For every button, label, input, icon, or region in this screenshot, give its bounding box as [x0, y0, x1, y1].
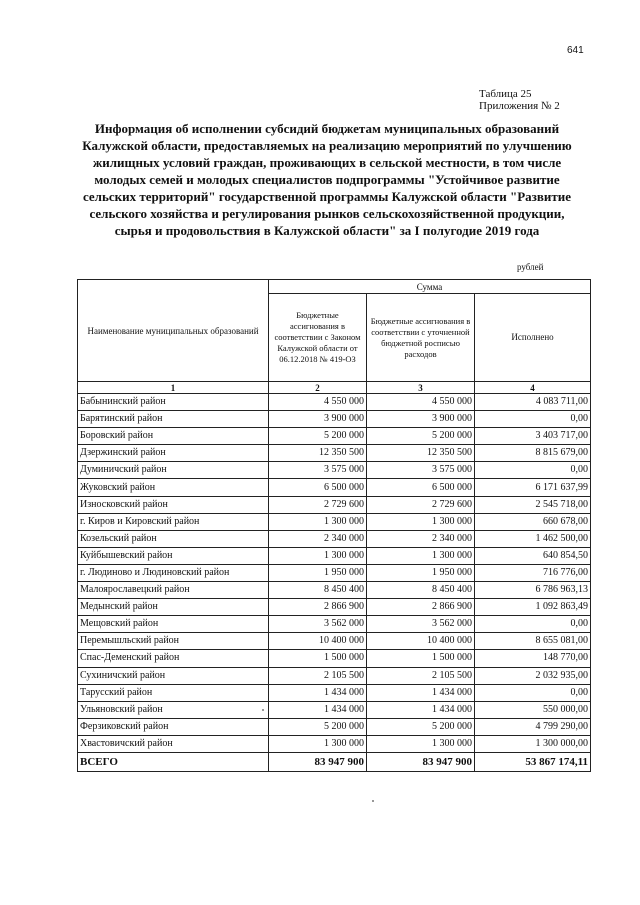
refined-allocation: 3 900 000 — [367, 411, 475, 428]
table-reference — [479, 88, 560, 112]
executed-amount: 6 171 637,99 — [475, 479, 591, 496]
appendix-number: Приложения № 2 — [479, 100, 560, 112]
scan-speck — [372, 800, 374, 802]
executed-amount: 640 854,50 — [475, 547, 591, 564]
table-row — [78, 667, 591, 684]
law-allocation: 12 350 500 — [269, 445, 367, 462]
refined-allocation: 1 300 000 — [367, 547, 475, 564]
executed-amount: 0,00 — [475, 411, 591, 428]
law-allocation: 1 434 000 — [269, 701, 367, 718]
header-law-allocations: Бюджетные ассигнования в соответствии с Законом Калужской области от 06.12.2018 № 419-ОЗ — [269, 294, 367, 382]
law-allocation: 1 950 000 — [269, 564, 367, 581]
table-row — [78, 701, 591, 718]
refined-allocation: 3 562 000 — [367, 616, 475, 633]
table-row — [78, 394, 591, 411]
table-row — [78, 428, 591, 445]
municipality-name: Перемышльский район — [78, 633, 269, 650]
refined-allocation: 1 300 000 — [367, 513, 475, 530]
executed-amount: 8 815 679,00 — [475, 445, 591, 462]
law-allocation: 5 200 000 — [269, 718, 367, 735]
municipality-name: Барятинский район — [78, 411, 269, 428]
column-index: 1 — [78, 382, 269, 394]
units-label: рублей — [517, 262, 544, 272]
table-row — [78, 582, 591, 599]
page-number: 641 — [567, 45, 584, 56]
municipality-name: Жуковский район — [78, 479, 269, 496]
municipality-name: Дзержинский район — [78, 445, 269, 462]
municipality-name: г. Людиново и Людиновский район — [78, 564, 269, 581]
table-row — [78, 735, 591, 752]
executed-amount: 550 000,00 — [475, 701, 591, 718]
municipality-name: Износковский район — [78, 496, 269, 513]
municipality-name: Спас-Деменский район — [78, 650, 269, 667]
municipality-name: Малоярославецкий район — [78, 582, 269, 599]
executed-amount: 2 032 935,00 — [475, 667, 591, 684]
executed-amount: 3 403 717,00 — [475, 428, 591, 445]
total-law-allocations: 83 947 900 — [269, 752, 367, 771]
refined-allocation: 5 200 000 — [367, 428, 475, 445]
table-row — [78, 530, 591, 547]
refined-allocation: 2 340 000 — [367, 530, 475, 547]
header-refined-allocations: Бюджетные ассигнования в соответствии с уточненной бюджетной росписью расходов — [367, 294, 475, 382]
scan-speck — [262, 709, 264, 711]
header-executed: Исполнено — [475, 294, 591, 382]
table-row — [78, 616, 591, 633]
table-row — [78, 684, 591, 701]
municipality-name: Думиничский район — [78, 462, 269, 479]
table-row — [78, 633, 591, 650]
law-allocation: 10 400 000 — [269, 633, 367, 650]
executed-amount: 1 462 500,00 — [475, 530, 591, 547]
executed-amount: 660 678,00 — [475, 513, 591, 530]
total-label: ВСЕГО — [78, 752, 269, 771]
law-allocation: 3 575 000 — [269, 462, 367, 479]
law-allocation: 1 434 000 — [269, 684, 367, 701]
table-row — [78, 479, 591, 496]
executed-amount: 8 655 081,00 — [475, 633, 591, 650]
header-sum: Сумма — [269, 280, 591, 294]
table-row — [78, 462, 591, 479]
law-allocation: 1 300 000 — [269, 547, 367, 564]
table-row — [78, 564, 591, 581]
refined-allocation: 8 450 400 — [367, 582, 475, 599]
executed-amount: 716 776,00 — [475, 564, 591, 581]
refined-allocation: 1 500 000 — [367, 650, 475, 667]
law-allocation: 3 562 000 — [269, 616, 367, 633]
executed-amount: 0,00 — [475, 684, 591, 701]
total-row — [78, 752, 591, 771]
refined-allocation: 12 350 500 — [367, 445, 475, 462]
column-index: 2 — [269, 382, 367, 394]
municipality-name: Куйбышевский район — [78, 547, 269, 564]
refined-allocation: 4 550 000 — [367, 394, 475, 411]
municipality-name: Мещовский район — [78, 616, 269, 633]
table-row — [78, 445, 591, 462]
refined-allocation: 1 434 000 — [367, 684, 475, 701]
table-row — [78, 496, 591, 513]
municipality-name: Ферзиковский район — [78, 718, 269, 735]
refined-allocation: 5 200 000 — [367, 718, 475, 735]
municipality-name: Хвастовичский район — [78, 735, 269, 752]
refined-allocation: 2 866 900 — [367, 599, 475, 616]
subsidy-table — [77, 279, 591, 772]
total-executed: 53 867 174,11 — [475, 752, 591, 771]
law-allocation: 6 500 000 — [269, 479, 367, 496]
executed-amount: 1 300 000,00 — [475, 735, 591, 752]
refined-allocation: 10 400 000 — [367, 633, 475, 650]
refined-allocation: 3 575 000 — [367, 462, 475, 479]
refined-allocation: 1 950 000 — [367, 564, 475, 581]
municipality-name: Бабынинский район — [78, 394, 269, 411]
law-allocation: 2 105 500 — [269, 667, 367, 684]
executed-amount: 0,00 — [475, 462, 591, 479]
table-body — [78, 394, 591, 753]
column-index: 4 — [475, 382, 591, 394]
law-allocation: 2 729 600 — [269, 496, 367, 513]
law-allocation: 3 900 000 — [269, 411, 367, 428]
municipality-name: Боровский район — [78, 428, 269, 445]
executed-amount: 4 083 711,00 — [475, 394, 591, 411]
law-allocation: 1 300 000 — [269, 735, 367, 752]
executed-amount: 0,00 — [475, 616, 591, 633]
law-allocation: 2 866 900 — [269, 599, 367, 616]
executed-amount: 2 545 718,00 — [475, 496, 591, 513]
refined-allocation: 1 434 000 — [367, 701, 475, 718]
executed-amount: 148 770,00 — [475, 650, 591, 667]
municipality-name: Сухиничский район — [78, 667, 269, 684]
table-row — [78, 650, 591, 667]
total-refined-allocations: 83 947 900 — [367, 752, 475, 771]
refined-allocation: 2 105 500 — [367, 667, 475, 684]
table-row — [78, 513, 591, 530]
law-allocation: 8 450 400 — [269, 582, 367, 599]
document-title: Информация об исполнении субсидий бюджетам муниципальных образований Калужской области, предоставляемых на реализацию мероприятий по улучшению жилищных условий граждан, проживающих в сельской местности, в том числе молодых семей и молодых специалистов подпрограммы "Устойчивое развитие сельских территорий" государственной программы Калужской области "Развитие сельского хозяйства и регулирования рынков сельскохозяйственной продукции, сырья и продовольствия в Калужской области" за I полугодие 2019 года — [82, 121, 572, 238]
refined-allocation: 6 500 000 — [367, 479, 475, 496]
executed-amount: 4 799 290,00 — [475, 718, 591, 735]
law-allocation: 1 500 000 — [269, 650, 367, 667]
municipality-name: Козельский район — [78, 530, 269, 547]
refined-allocation: 2 729 600 — [367, 496, 475, 513]
municipality-name: Медынский район — [78, 599, 269, 616]
law-allocation: 2 340 000 — [269, 530, 367, 547]
table-row — [78, 411, 591, 428]
table-row — [78, 718, 591, 735]
law-allocation: 1 300 000 — [269, 513, 367, 530]
municipality-name: Ульяновский район — [78, 701, 269, 718]
refined-allocation: 1 300 000 — [367, 735, 475, 752]
table-number: Таблица 25 — [479, 88, 532, 100]
law-allocation: 5 200 000 — [269, 428, 367, 445]
municipality-name: г. Киров и Кировский район — [78, 513, 269, 530]
law-allocation: 4 550 000 — [269, 394, 367, 411]
table-row — [78, 599, 591, 616]
municipality-name: Тарусский район — [78, 684, 269, 701]
table-row — [78, 547, 591, 564]
column-index: 3 — [367, 382, 475, 394]
executed-amount: 6 786 963,13 — [475, 582, 591, 599]
executed-amount: 1 092 863,49 — [475, 599, 591, 616]
header-municipality: Наименование муниципальных образований — [78, 280, 269, 382]
